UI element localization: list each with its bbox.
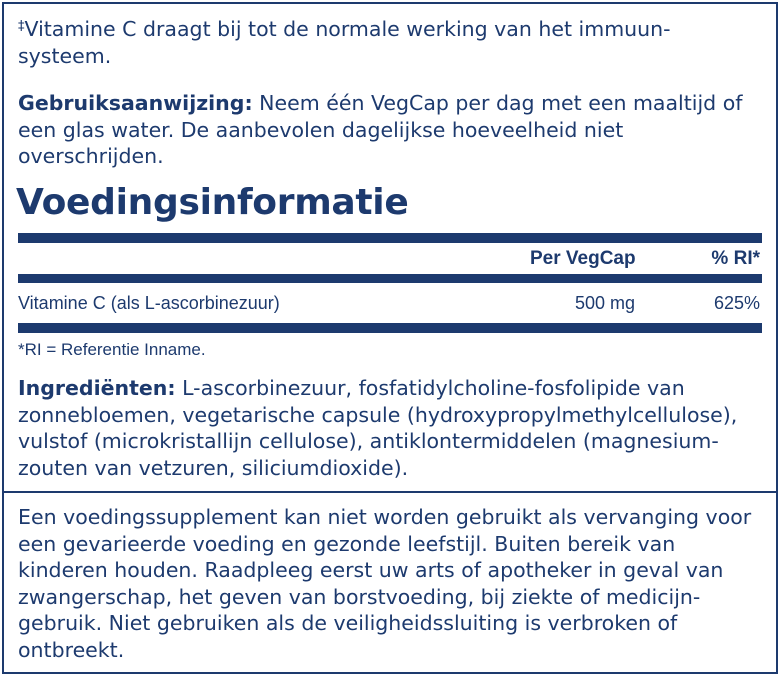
health-claim	[18, 14, 762, 69]
nutrient-name: Vitamine C (als L-ascorbinezuur)	[18, 293, 280, 313]
nutrition-title: Voedingsinformatie	[16, 182, 409, 223]
supplement-label	[2, 2, 778, 674]
section-divider	[4, 491, 776, 493]
table-bottom-bar	[18, 323, 762, 333]
table-top-bar	[18, 233, 762, 243]
ingredients-label: Ingrediënten:	[18, 376, 176, 400]
ingredients-text: L-ascorbinezuur, fosfatidylcholine-fosfolipide van zonnebloemen, vegetarische capsule (hydroxypropylmethylcellulose), vulstof (microkristallijn cellulose), antiklontermiddelen (magnesium-zouten van vetzuren, siliciumdioxide).	[18, 376, 738, 480]
ingredients	[18, 375, 762, 481]
column-header-ri: % RI*	[711, 248, 760, 269]
warning-text: Een voedingssupplement kan niet worden gebruikt als vervanging voor een gevarieerde voeding en gezonde leefstijl. Buiten bereik van kinderen houden. Raadpleeg eerst uw arts of apotheker in geval van zwangerschap, het geven van borstvoeding, bij ziekte of medicijn-gebruik. Niet gebruiken als de veiligheidssluiting is verbroken of ontbreekt.	[18, 505, 752, 662]
usage-label: Gebruiksaanwijzing:	[18, 91, 253, 115]
table-header-bar	[18, 274, 762, 283]
health-claim-text: Vitamine C draagt bij tot de normale werking van het immuun-systeem.	[18, 17, 671, 68]
ri-footnote: *RI = Referentie Inname.	[18, 340, 206, 359]
usage-text: Neem één VegCap per dag met een maaltijd of een glas water. De aanbevolen dagelijkse hoeveelheid niet overschrijden.	[18, 91, 743, 168]
double-dagger-symbol: ‡	[18, 19, 25, 34]
nutrient-amount: 500 mg	[575, 293, 636, 313]
column-header-per-vegcap: Per VegCap	[530, 248, 636, 269]
nutrient-ri: 625%	[713, 293, 760, 313]
usage-instructions	[18, 90, 762, 170]
